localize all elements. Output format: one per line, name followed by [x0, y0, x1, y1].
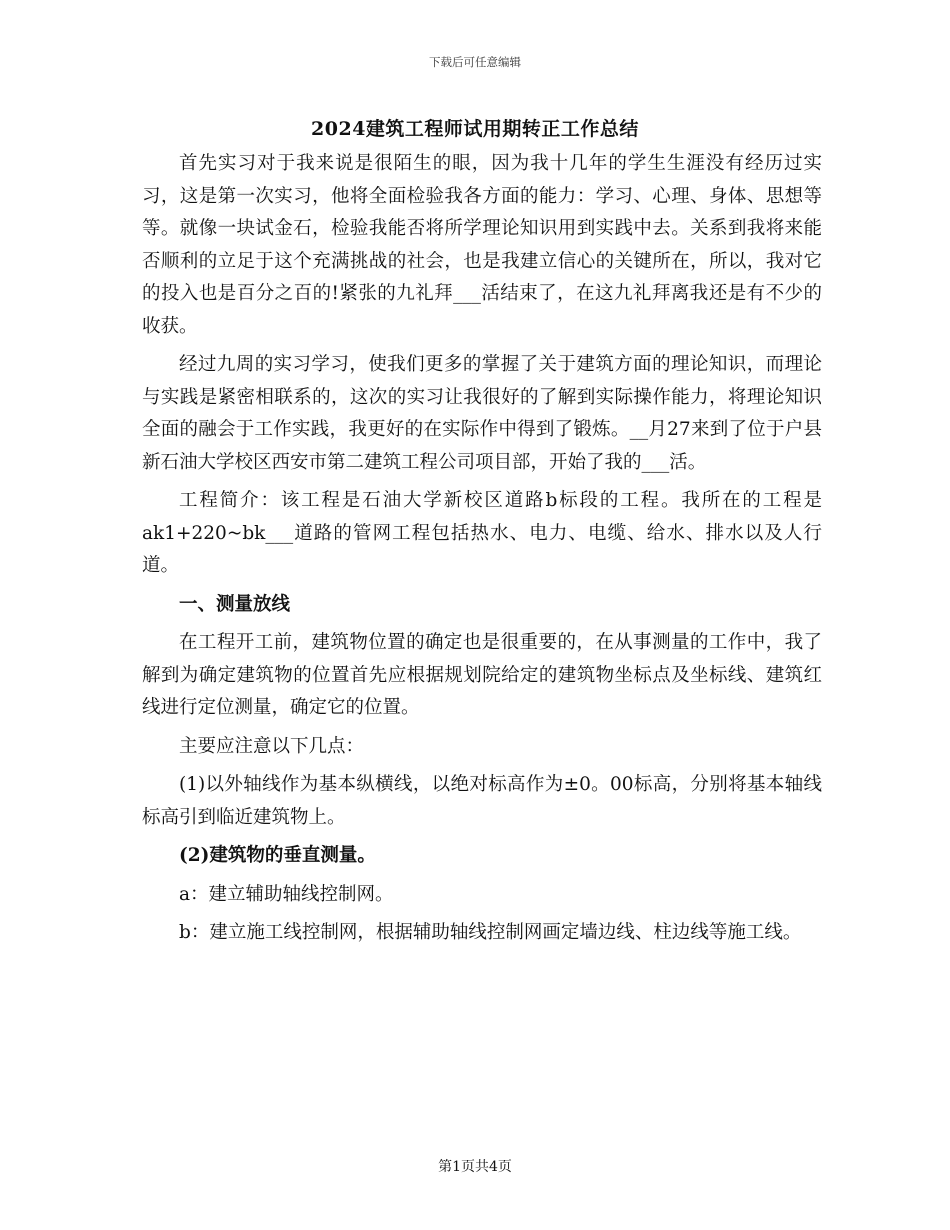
list-item-b: b：建立施工线控制网，根据辅助轴线控制网画定墙边线、柱边线等施工线。: [179, 922, 802, 943]
section-heading-survey: 一、测量放线: [179, 593, 291, 615]
document-title: 2024建筑工程师试用期转正工作总结: [311, 118, 639, 140]
list-item-a: a：建立辅助轴线控制网。: [179, 883, 394, 905]
paragraph-notes: 主要应注意以下几点：: [179, 735, 365, 757]
paragraph-survey: 在工程开工前，建筑物位置的确定也是很重要的，在从事测量的工作中，我了解到为确定建筑物的位置首先应根据规划院给定的建筑物坐标点及坐标线、建筑红线进行定位测量，确定它的位置。: [142, 632, 822, 718]
paragraph-intro: 首先实习对于我来说是很陌生的眼，因为我十几年的学生生涯没有经历过实习，这是第一次实习，他将全面检验我各方面的能力：学习、心理、身体、思想等等。就像一块试金石，检验我能否将所学理论知识用到实践中去。关系到我将来能否顺利的立足于这个充满挑战的社会，也是我建立信心的关键所在，所以，我对它的投入也是百分之百的!紧张的九礼拜___活结束了，在这九礼拜离我还是有不少的收获。: [142, 153, 822, 337]
page-footer: 第1页共4页: [438, 1159, 512, 1175]
list-item-1: (1)以外轴线作为基本纵横线，以绝对标高作为±0。00标高，分别将基本轴线标高引到临近建筑物上。: [142, 774, 822, 828]
document-body: [142, 148, 822, 956]
list-item-2: (2)建筑物的垂直测量。: [179, 845, 376, 866]
page-header: 下载后可任意编辑: [429, 55, 521, 69]
paragraph-internship: 经过九周的实习学习，使我们更多的掌握了关于建筑方面的理论知识，而理论与实践是紧密相联系的，这次的实习让我很好的了解到实际操作能力，将理论知识全面的融会于工作实践，我更好的在实际作中得到了锻炼。__月27来到了位于户县新石油大学校区西安市第二建筑工程公司项目部，开始了我的___活。: [142, 354, 822, 473]
paragraph-project-intro: 工程简介：该工程是石油大学新校区道路b标段的工程。我所在的工程是ak1+220~bk___道路的管网工程包括热水、电力、电缆、给水、排水以及人行道。: [142, 490, 822, 576]
